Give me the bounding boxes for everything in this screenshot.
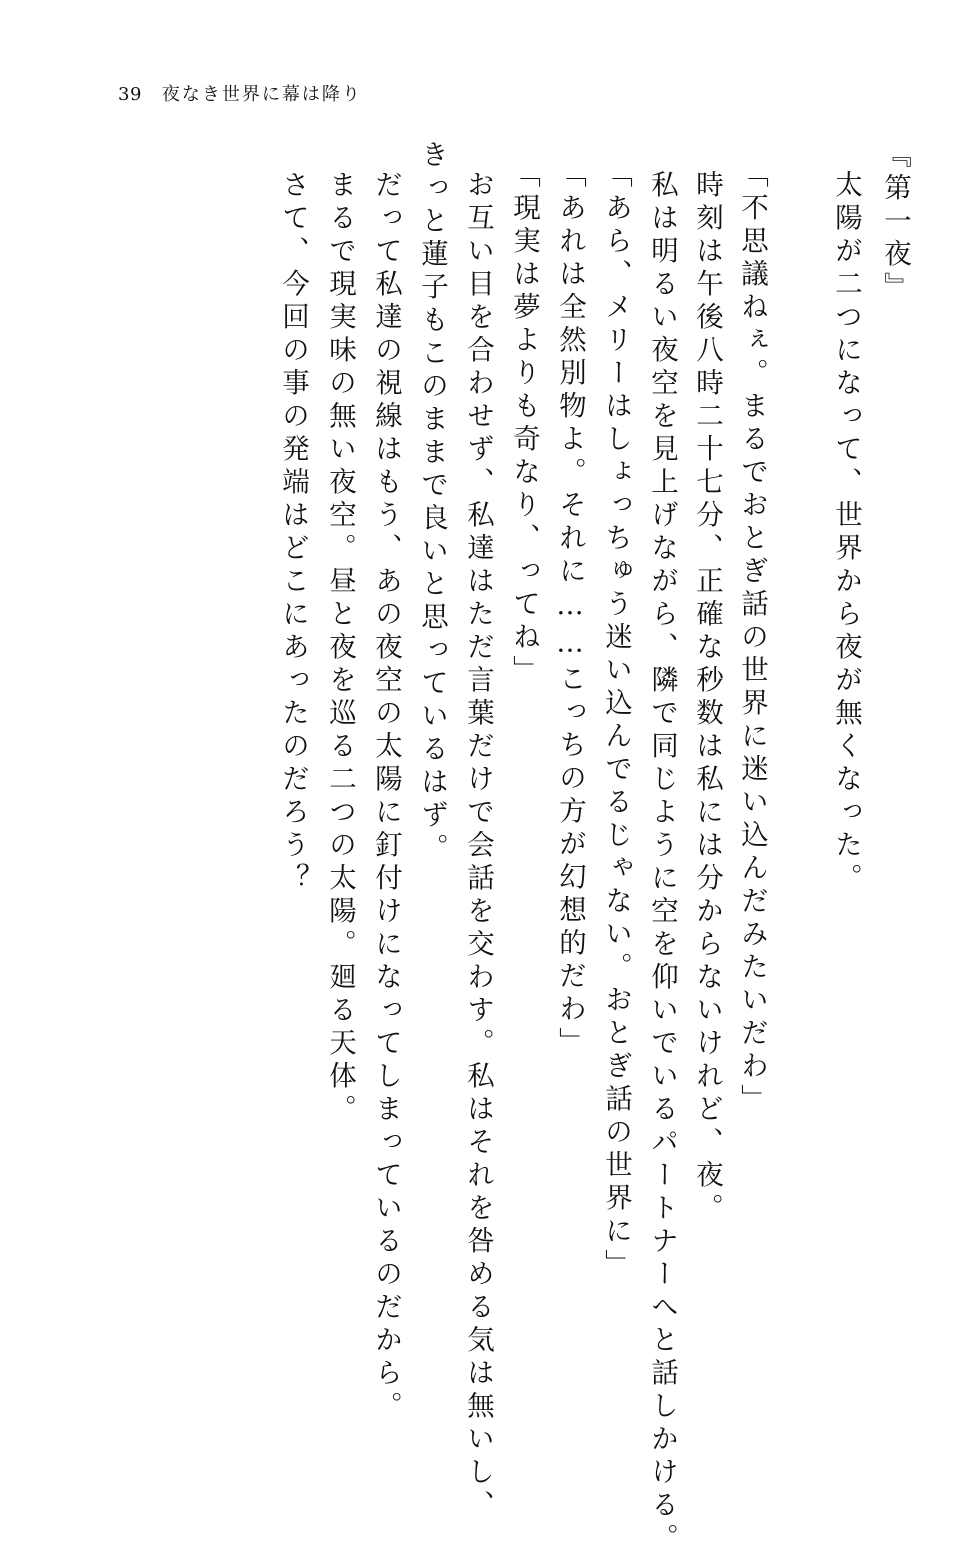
paragraph-line: 時刻は午後八時二十七分、正確な秒数は私には分からないけれど、夜。 (691, 170, 723, 1226)
dialogue-line: 「あら、メリーはしょっちゅう迷い込んでるじゃない。おとぎ話の世界に」 (600, 160, 632, 1282)
page-number: 39 (118, 84, 142, 105)
paragraph-line: さて、今回の事の発端はどこにあったのだろう？ (277, 170, 309, 896)
running-title: 夜なき世界に幕は降り (161, 84, 362, 105)
paragraph-line: きっと蓮子もこのままで良いと思っているはず。 (416, 140, 448, 866)
paragraph-line: 私は明るい夜空を見上げながら、隣で同じように空を仰いでいるパートナーへと話しかける。 (646, 170, 678, 1556)
dialogue-line: 「あれは全然別物よ。それに……こっちの方が幻想的だわ」 (554, 160, 586, 1060)
paragraph-line: お互い目を合わせず、私達はただ言葉だけで会話を交わす。私はそれを咎める気は無いし、 (462, 170, 494, 1523)
paragraph-line: 太陽が二つになって、世界から夜が無くなった。 (830, 170, 862, 896)
chapter-heading: 『第一夜』 (879, 140, 911, 305)
paragraph-line: だって私達の視線はもう、あの夜空の太陽に釘付けになってしまっているのだから。 (370, 170, 402, 1424)
paragraph-line: まるで現実味の無い夜空。昼と夜を巡る二つの太陽。廻る天体。 (324, 170, 356, 1127)
dialogue-line: 「現実は夢よりも奇なり、ってね」 (508, 160, 540, 688)
vertical-body-text (120, 140, 911, 1556)
dialogue-line: 「不思議ねぇ。まるでおとぎ話の世界に迷い込んだみたいだわ」 (736, 160, 768, 1117)
page-header (118, 80, 362, 110)
